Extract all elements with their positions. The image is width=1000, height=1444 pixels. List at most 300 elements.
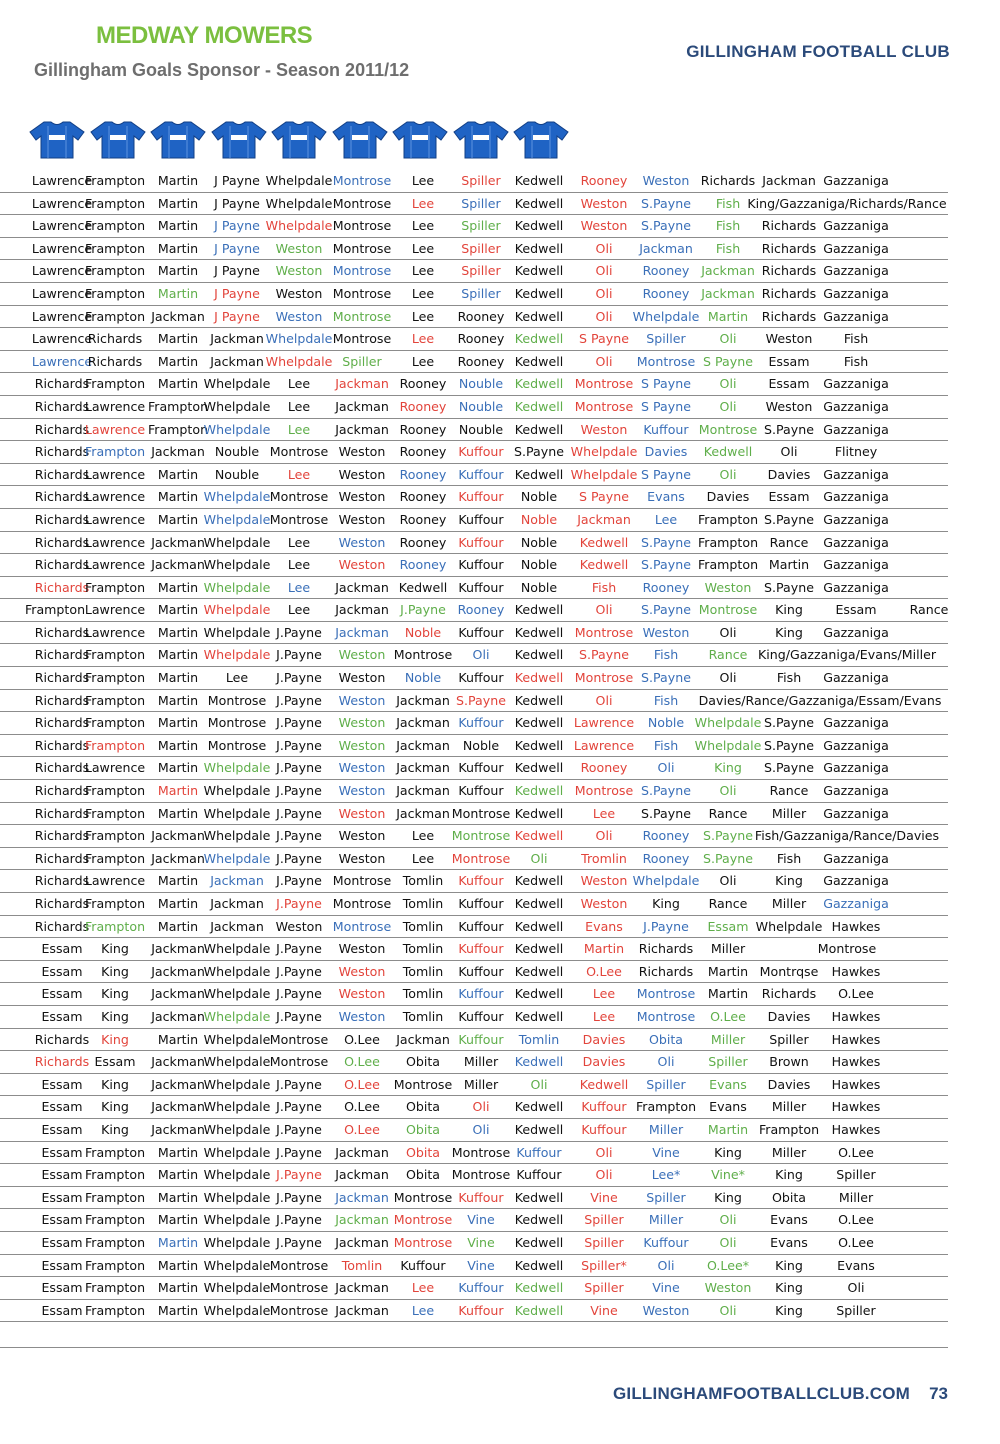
player-name: J Payne <box>214 308 260 324</box>
table-row <box>0 373 948 396</box>
player-name: J.Payne <box>276 1212 322 1228</box>
player-name: Essam <box>94 1054 136 1070</box>
player-name: Frampton <box>84 737 146 753</box>
player-name: Gazzaniga <box>823 398 889 414</box>
player-name: Weston <box>580 195 628 211</box>
player-name: King/Gazzaniga/Evans/Miller <box>757 647 937 663</box>
table-row <box>0 396 948 419</box>
player-name: Montrose <box>698 602 758 618</box>
player-name: Miller <box>771 1099 807 1115</box>
player-name: Lee <box>654 511 678 527</box>
player-name: S.Payne <box>703 828 753 844</box>
player-name: Montrose <box>698 421 758 437</box>
player-name: Oli <box>595 263 613 279</box>
player-name: Jackman <box>151 308 205 324</box>
player-name: Oli <box>657 1257 675 1273</box>
player-name: Lawrence <box>84 466 146 482</box>
player-name: Martin <box>157 1302 199 1318</box>
player-name: Weston <box>338 715 386 731</box>
player-name: Fish <box>776 670 802 686</box>
player-name: Miller <box>648 1121 684 1137</box>
player-name: Jackman <box>396 715 450 731</box>
player-name: Richards <box>761 263 817 279</box>
player-name: Kuffour <box>458 511 504 527</box>
player-name: Montrose <box>332 218 392 234</box>
player-name: Lawrence <box>84 873 146 889</box>
player-name: Lawrence <box>573 737 635 753</box>
player-name: Frampton <box>84 918 146 934</box>
player-name: Gazzaniga <box>823 285 889 301</box>
player-name: Weston <box>338 557 386 573</box>
table-row <box>0 667 948 690</box>
player-name: Lee <box>225 670 249 686</box>
player-name: Montrose <box>332 331 392 347</box>
player-name: Lee <box>411 195 435 211</box>
player-name: Rooney <box>399 466 447 482</box>
player-name: Whelpdale <box>265 218 333 234</box>
table-row <box>0 260 948 283</box>
player-name: Kuffour <box>643 421 689 437</box>
player-name: J.Payne <box>276 670 322 686</box>
player-name: Obita <box>405 1054 441 1070</box>
player-name: S.Payne <box>641 557 691 573</box>
player-name: Richards <box>761 240 817 256</box>
player-name: Spiller <box>461 173 501 188</box>
player-name: Kuffour <box>458 941 504 957</box>
player-name: Richards <box>34 760 90 776</box>
player-name: Spiller <box>584 1280 624 1296</box>
player-name: Oli <box>657 1054 675 1070</box>
player-name: J.Payne <box>276 715 322 731</box>
player-name: Vine <box>467 1234 495 1250</box>
player-name: Weston <box>338 692 386 708</box>
player-name: Whelpdale <box>632 873 700 889</box>
player-name: Rooney <box>580 760 628 776</box>
player-name: Weston <box>580 218 628 234</box>
player-name: Lee <box>411 353 435 369</box>
table-row <box>0 893 948 916</box>
player-name: Richards <box>34 376 90 392</box>
table-row <box>0 306 948 329</box>
player-name: Vine* <box>711 1167 745 1183</box>
player-name: Tomlin <box>402 873 444 889</box>
player-name: Essam <box>41 1144 83 1160</box>
player-name: Fish <box>715 240 741 256</box>
player-name: Whelpdale <box>203 534 271 550</box>
table-row <box>0 1209 948 1232</box>
player-name: J.Payne <box>276 986 322 1002</box>
player-name: Kedwell <box>514 986 564 1002</box>
player-name: Jackman <box>210 896 264 911</box>
player-name: Whelpdale <box>694 737 762 753</box>
player-name: Fish <box>776 850 802 866</box>
player-name: Lawrence <box>31 353 93 369</box>
player-name: Kedwell <box>514 466 564 482</box>
player-name: Kedwell <box>514 218 564 234</box>
player-name: Essam <box>835 602 877 618</box>
player-name: Frampton <box>147 398 209 414</box>
player-name: S.Payne <box>641 805 691 821</box>
table-row <box>0 780 948 803</box>
player-name: Kuffour <box>458 624 504 640</box>
player-name: Whelpdale <box>755 918 823 934</box>
player-name: Miller <box>710 941 746 957</box>
player-name: Lee <box>411 285 435 301</box>
player-name: Richards <box>34 489 90 505</box>
player-name: Richards <box>34 511 90 527</box>
player-name: Rance <box>708 896 748 911</box>
player-name: Rooney <box>399 421 447 437</box>
player-name: Whelpdale <box>203 963 271 979</box>
player-name: Richards <box>34 715 90 731</box>
player-name: Richards <box>34 466 90 482</box>
player-name: O.Lee <box>710 1008 746 1024</box>
player-name: Oli <box>719 376 737 392</box>
player-name: Vine <box>652 1280 680 1296</box>
player-name: Martin <box>157 1144 199 1160</box>
player-name: Rooney <box>642 579 690 595</box>
player-name: Gazzaniga <box>823 421 889 437</box>
player-name: Jackman <box>210 353 264 369</box>
player-name: S Payne <box>641 376 691 392</box>
player-name: Weston <box>765 331 813 347</box>
player-name: Oli <box>595 1144 613 1160</box>
player-name: Frampton <box>635 1099 697 1115</box>
player-name: Richards <box>87 331 143 347</box>
player-name: Spiller <box>836 1302 876 1318</box>
player-name: S.Payne <box>764 579 814 595</box>
player-name: Weston <box>580 421 628 437</box>
player-name: Nouble <box>458 421 504 437</box>
player-name: Richards <box>34 1031 90 1047</box>
player-name: Whelpdale <box>203 941 271 957</box>
player-name: Kuffour <box>458 557 504 573</box>
player-name: Weston <box>338 850 386 866</box>
player-name: Jackman <box>701 263 755 279</box>
player-name: Whelpdale <box>632 308 700 324</box>
player-name: Martin <box>157 173 199 188</box>
table-row <box>0 509 948 532</box>
player-name: Richards <box>34 557 90 573</box>
player-name: Richards <box>34 398 90 414</box>
player-name: Kedwell <box>514 918 564 934</box>
player-name: Whelpdale <box>203 1008 271 1024</box>
player-name: Whelpdale <box>694 715 762 731</box>
player-name: Tomlin <box>402 963 444 979</box>
player-name: J.Payne <box>276 805 322 821</box>
player-name: Lee <box>287 579 311 595</box>
player-name: Weston <box>275 918 323 934</box>
player-name: J.Payne <box>276 828 322 844</box>
player-name: Nouble <box>458 398 504 414</box>
player-name: Jackman <box>335 1302 389 1318</box>
player-name: O.Lee* <box>707 1257 749 1273</box>
player-name: King <box>775 1302 803 1318</box>
player-name: Whelpdale <box>203 1054 271 1070</box>
player-name: Essam <box>41 986 83 1002</box>
player-name: Evans <box>647 489 685 505</box>
player-name: Tomlin <box>518 1031 560 1047</box>
player-name: Kedwell <box>579 534 629 550</box>
player-name: Hawkes <box>831 963 881 979</box>
player-name: King <box>101 1008 129 1024</box>
player-name: King <box>775 1257 803 1273</box>
player-name: Richards <box>34 579 90 595</box>
player-name: Hawkes <box>831 1031 881 1047</box>
player-name: Gazzaniga <box>823 240 889 256</box>
player-name: Frampton <box>84 376 146 392</box>
player-name: Montrose <box>207 715 267 731</box>
player-name: Oli <box>847 1280 865 1296</box>
player-name: Spiller <box>646 1076 686 1092</box>
player-name: Richards <box>34 918 90 934</box>
player-name: Spiller <box>708 1054 748 1070</box>
player-name: Montrose <box>332 240 392 256</box>
player-name: Rooney <box>399 511 447 527</box>
player-name: Kedwell <box>514 624 564 640</box>
player-name: Oli <box>719 670 737 686</box>
football-shirt-icon <box>28 120 86 160</box>
player-name: Kuffour <box>458 873 504 889</box>
player-name: Montrose <box>269 1280 329 1296</box>
table-row <box>0 599 948 622</box>
player-name: J.Payne <box>276 873 322 889</box>
player-name: Jackman <box>577 511 631 527</box>
player-name: J.Payne <box>276 647 322 663</box>
player-name: Kuffour <box>458 760 504 776</box>
player-name: Montrose <box>574 783 634 799</box>
player-name: Frampton <box>84 218 146 234</box>
table-row <box>0 735 948 758</box>
player-name: Martin <box>707 1121 749 1137</box>
player-name: Weston <box>642 173 690 188</box>
player-name: Jackman <box>335 1144 389 1160</box>
player-name: Rance <box>769 783 809 799</box>
player-name: Weston <box>338 783 386 799</box>
player-name: Weston <box>338 489 386 505</box>
player-name: S.Payne <box>641 602 691 618</box>
player-name: J.Payne <box>276 1189 322 1205</box>
player-name: Whelpdale <box>203 850 271 866</box>
player-name: S Payne <box>579 489 629 505</box>
player-name: Frampton <box>84 195 146 211</box>
player-name: Gazzaniga <box>823 805 889 821</box>
player-name: Gazzaniga <box>823 760 889 776</box>
player-name: Whelpdale <box>203 1234 271 1250</box>
footer-url: GILLINGHAMFOOTBALLCLUB.COM <box>613 1384 910 1403</box>
player-name: Oli <box>472 1121 490 1137</box>
player-name: Spiller <box>342 353 382 369</box>
player-name: Martin <box>157 1031 199 1047</box>
player-name: Jackman <box>151 1099 205 1115</box>
player-name: Frampton <box>84 240 146 256</box>
football-shirt-icon <box>331 120 389 160</box>
player-name: Evans <box>585 918 623 934</box>
player-name: Weston <box>704 1280 752 1296</box>
player-name: J.Payne <box>276 1167 322 1183</box>
player-name: Vine <box>590 1302 618 1318</box>
player-name: Jackman <box>335 376 389 392</box>
player-name: Oli <box>719 331 737 347</box>
player-name: Montrose <box>574 670 634 686</box>
player-name: Oli <box>719 1234 737 1250</box>
player-name: Jackman <box>335 602 389 618</box>
player-name: Jackman <box>151 534 205 550</box>
player-name: Kedwell <box>514 421 564 437</box>
player-name: Whelpdale <box>203 828 271 844</box>
player-name: Gazzaniga <box>823 173 889 188</box>
player-name: Evans <box>770 1234 808 1250</box>
player-name: Spiller <box>461 195 501 211</box>
player-name: Davies <box>767 1008 811 1024</box>
player-name: Gazzaniga <box>823 850 889 866</box>
table-row <box>0 419 948 442</box>
player-name: Frampton <box>84 783 146 799</box>
player-name: Weston <box>275 285 323 301</box>
player-name: Essam <box>41 1121 83 1137</box>
player-name: Essam <box>768 376 810 392</box>
player-name: Spiller <box>646 331 686 347</box>
player-name: Kedwell <box>514 941 564 957</box>
player-name: Kedwell <box>514 1257 564 1273</box>
player-name: Frampton <box>697 534 759 550</box>
player-name: Gazzaniga <box>823 670 889 686</box>
player-name: Frampton <box>84 647 146 663</box>
table-row <box>0 1187 948 1210</box>
table-row <box>0 238 948 261</box>
player-name: King/Gazzaniga/Richards/Rance <box>747 195 947 211</box>
sponsor-logo: MEDWAY MOWERS <box>96 22 313 49</box>
player-name: Kuffour <box>458 918 504 934</box>
table-row <box>0 170 948 193</box>
player-name: Martin <box>157 353 199 369</box>
player-name: Kuffour <box>581 1121 627 1137</box>
football-shirt-icon <box>452 120 510 160</box>
player-name: O.Lee <box>838 1144 874 1160</box>
player-name: Tomlin <box>402 918 444 934</box>
player-name: Whelpdale <box>203 1257 271 1273</box>
player-name: Obita <box>405 1167 441 1183</box>
player-name: Spiller <box>769 1031 809 1047</box>
player-name: Montrose <box>393 1076 453 1092</box>
player-name: Jackman <box>151 963 205 979</box>
table-row <box>0 486 948 509</box>
player-name: Essam <box>41 1189 83 1205</box>
player-name: Martin <box>157 715 199 731</box>
player-name: Whelpdale <box>570 466 638 482</box>
player-name: Kedwell <box>514 240 564 256</box>
player-name: J Payne <box>214 263 260 279</box>
player-name: Rooney <box>399 398 447 414</box>
player-name: Frampton <box>84 692 146 708</box>
player-name: Montrose <box>269 511 329 527</box>
player-name: Montrose <box>636 353 696 369</box>
player-name: Weston <box>580 873 628 889</box>
player-name: Lawrence <box>31 308 93 324</box>
player-name: Whelpdale <box>203 1031 271 1047</box>
player-name: S.Payne <box>641 670 691 686</box>
player-name: Martin <box>157 579 199 595</box>
player-name: J.Payne <box>643 918 689 934</box>
player-name: Oli <box>719 783 737 799</box>
player-name: Montrose <box>636 986 696 1002</box>
player-name: S.Payne <box>514 444 564 460</box>
player-name: Oli <box>595 240 613 256</box>
player-name: Hawkes <box>831 1099 881 1115</box>
player-name: Obita <box>648 1031 684 1047</box>
player-name: Weston <box>275 263 323 279</box>
player-name: Fish <box>591 579 617 595</box>
player-name: Noble <box>462 737 500 753</box>
player-name: Martin <box>157 1234 199 1250</box>
player-name: King <box>101 963 129 979</box>
player-name: Lee <box>411 850 435 866</box>
player-name: Lawrence <box>84 398 146 414</box>
player-name: Vine <box>467 1257 495 1273</box>
player-name: Rooney <box>399 444 447 460</box>
player-name: Essam <box>768 353 810 369</box>
player-name: Kedwell <box>514 737 564 753</box>
player-name: Rooney <box>399 376 447 392</box>
player-name: Whelpdale <box>203 647 271 663</box>
table-row <box>0 532 948 555</box>
player-name: Whelpdale <box>265 353 333 369</box>
football-shirt-icon <box>210 120 268 160</box>
player-name: Jackman <box>396 783 450 799</box>
player-name: Miller <box>463 1076 499 1092</box>
player-name: Montrose <box>207 737 267 753</box>
player-name: Spiller <box>461 263 501 279</box>
player-name: Obita <box>405 1144 441 1160</box>
player-name: King <box>101 1099 129 1115</box>
table-row <box>0 916 948 939</box>
player-name: Martin <box>157 670 199 686</box>
player-name: Kedwell <box>514 1189 564 1205</box>
player-name: Lee <box>287 466 311 482</box>
player-name: S.Payne <box>764 511 814 527</box>
player-name: Montrose <box>451 850 511 866</box>
player-name: Oli <box>719 873 737 889</box>
player-name: Jackman <box>762 173 816 188</box>
player-name: Lee <box>287 398 311 414</box>
player-name: Rooney <box>457 353 505 369</box>
table-row <box>0 825 948 848</box>
player-name: Montrose <box>332 285 392 301</box>
player-name: Richards <box>34 692 90 708</box>
player-name: Kedwell <box>514 602 564 618</box>
table-row <box>0 757 948 780</box>
player-name: Kuffour <box>458 1302 504 1318</box>
player-name: J.Payne <box>276 1234 322 1250</box>
player-name: Hawkes <box>831 1054 881 1070</box>
player-name: Spiller <box>461 240 501 256</box>
player-name: Davies <box>706 489 750 505</box>
player-name: Rooney <box>642 285 690 301</box>
player-name: Martin <box>157 218 199 234</box>
player-name: J.Payne <box>276 941 322 957</box>
player-name: Noble <box>520 557 558 573</box>
player-name: Fish/Gazzaniga/Rance/Davies <box>754 828 940 844</box>
player-name: Weston <box>338 1008 386 1024</box>
player-name: Weston <box>338 466 386 482</box>
player-name: Lee <box>287 421 311 437</box>
player-name: Whelpdale <box>203 489 271 505</box>
player-name: Rooney <box>642 850 690 866</box>
player-name: Martin <box>157 647 199 663</box>
football-shirt-icon <box>270 120 328 160</box>
player-name: Oli <box>472 647 490 663</box>
player-name: Jackman <box>335 579 389 595</box>
